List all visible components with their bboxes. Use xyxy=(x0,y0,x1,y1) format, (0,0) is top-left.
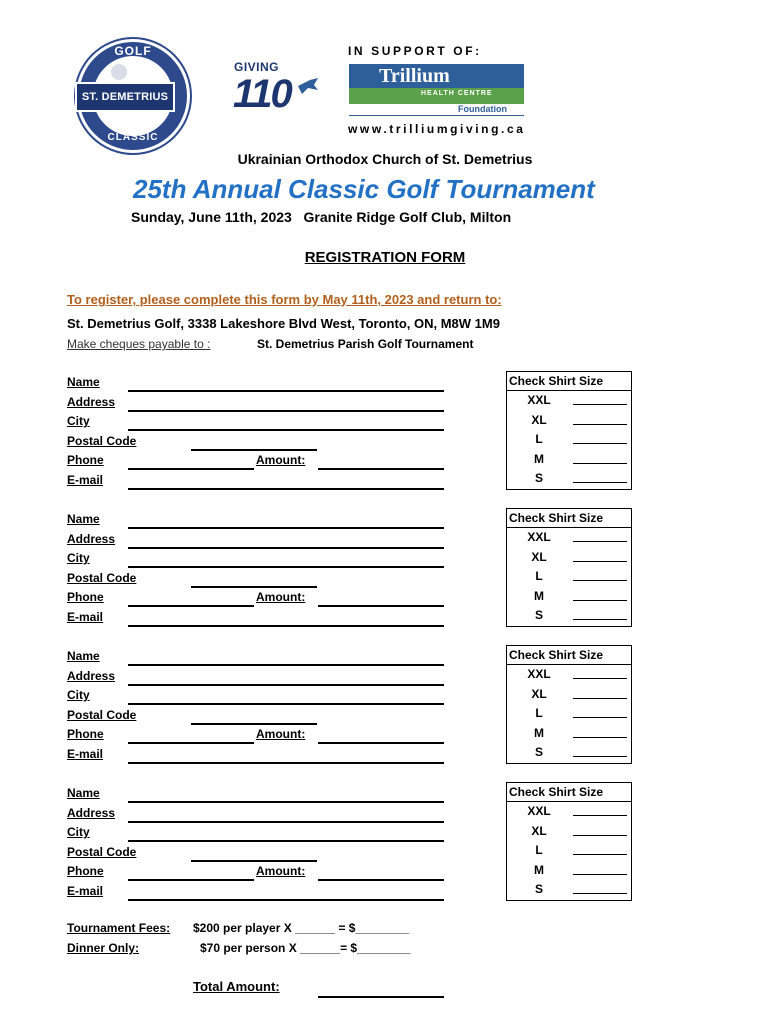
phone-field[interactable] xyxy=(128,468,254,470)
shirt-size-row xyxy=(507,606,631,626)
name-field[interactable] xyxy=(128,527,444,529)
shirt-quantity-field[interactable] xyxy=(573,561,627,562)
shirt-size-label: M xyxy=(534,862,544,877)
support-label: IN SUPPORT OF: xyxy=(348,44,482,58)
shirt-size-label: XXL xyxy=(527,393,551,407)
shirt-size-row xyxy=(507,567,631,587)
phone-field[interactable] xyxy=(128,879,254,881)
address-label: Address xyxy=(67,668,116,683)
form-title: REGISTRATION FORM xyxy=(304,249,466,266)
event-title: 25th Annual Classic Golf Tournament xyxy=(133,174,595,204)
shirt-size-label: XXL xyxy=(527,667,551,681)
shirt-size-row xyxy=(507,841,631,861)
shirt-size-label: S xyxy=(534,882,543,896)
shirt-size-box xyxy=(506,645,632,764)
shirt-size-label: XL xyxy=(531,549,547,564)
shirt-size-row xyxy=(507,411,631,431)
email-field[interactable] xyxy=(128,488,444,490)
email-field[interactable] xyxy=(128,899,444,901)
shirt-size-row xyxy=(507,724,631,744)
shirt-size-row xyxy=(507,469,631,489)
postal-code-field[interactable] xyxy=(191,586,317,588)
st-demetrius-golf-logo xyxy=(79,42,187,150)
total-amount-label: Total Amount: xyxy=(193,979,280,994)
shirt-size-box xyxy=(506,782,632,901)
shirt-quantity-field[interactable] xyxy=(573,463,627,464)
postal-code-field[interactable] xyxy=(191,723,317,725)
shirt-size-row xyxy=(507,880,631,900)
shirt-quantity-field[interactable] xyxy=(573,854,627,855)
event-date-location: Sunday, June 11th, 2023 Granite Ridge Golf Club, Milton xyxy=(131,209,512,225)
tournament-fees-label: Tournament Fees: xyxy=(67,921,171,935)
shirt-size-row xyxy=(507,802,631,822)
giving-logo-number: 110 xyxy=(233,72,291,116)
shirt-quantity-field[interactable] xyxy=(573,815,627,816)
address-field[interactable] xyxy=(128,410,444,412)
name-label: Name xyxy=(67,786,100,800)
shirt-quantity-field[interactable] xyxy=(573,482,627,483)
shirt-quantity-field[interactable] xyxy=(573,698,627,699)
shirt-quantity-field[interactable] xyxy=(573,600,627,601)
phone-field[interactable] xyxy=(128,605,254,607)
city-field[interactable] xyxy=(128,703,444,705)
amount-field[interactable] xyxy=(318,879,444,881)
address-label: Address xyxy=(67,394,116,409)
shirt-quantity-field[interactable] xyxy=(573,874,627,875)
shirt-size-row xyxy=(507,391,631,411)
shirt-quantity-field[interactable] xyxy=(573,737,627,738)
address-label: Address xyxy=(67,805,116,820)
shirt-size-row xyxy=(507,548,631,568)
name-field[interactable] xyxy=(128,664,444,666)
register-instructions: To register, please complete this form by May 11th, 2023 and return to: xyxy=(67,292,502,307)
trillium-foundation: Foundation xyxy=(458,104,507,114)
city-label: City xyxy=(67,825,90,840)
shirt-size-label: S xyxy=(534,471,543,485)
church-name: Ukrainian Orthodox Church of St. Demetrius xyxy=(237,151,533,167)
shirt-size-row xyxy=(507,685,631,705)
shirt-size-row xyxy=(507,528,631,548)
shirt-size-row xyxy=(507,665,631,685)
shirt-size-label: M xyxy=(534,725,544,740)
shirt-quantity-field[interactable] xyxy=(573,835,627,836)
cheques-label: Make cheques payable to : xyxy=(67,337,211,351)
shirt-size-label: XL xyxy=(531,823,547,838)
amount-field[interactable] xyxy=(318,468,444,470)
shirt-size-label: L xyxy=(535,843,543,857)
shirt-size-label: L xyxy=(535,569,543,583)
email-field[interactable] xyxy=(128,762,444,764)
shirt-size-label: S xyxy=(534,608,543,622)
shirt-size-title: Check Shirt Size xyxy=(507,646,631,665)
seal-bottom-text: CLASSIC xyxy=(107,132,159,143)
address-field[interactable] xyxy=(128,821,444,823)
trillium-rule xyxy=(349,115,524,116)
name-label: Name xyxy=(67,649,100,663)
shirt-size-row xyxy=(507,450,631,470)
phone-field[interactable] xyxy=(128,742,254,744)
shirt-size-row xyxy=(507,430,631,450)
shirt-size-row xyxy=(507,704,631,724)
shirt-size-title: Check Shirt Size xyxy=(507,372,631,391)
phone-label: Phone xyxy=(67,453,104,468)
amount-label: Amount: xyxy=(256,864,306,879)
name-field[interactable] xyxy=(128,390,444,392)
city-field[interactable] xyxy=(128,429,444,431)
postal-code-field[interactable] xyxy=(191,449,317,451)
shirt-size-label: XL xyxy=(531,686,547,701)
dinner-only-calc[interactable]: $70 per person X ______= $________ xyxy=(200,941,411,955)
phone-label: Phone xyxy=(67,727,104,742)
shirt-size-label: S xyxy=(534,745,543,759)
giving-logo-word: GIVING xyxy=(234,60,280,74)
postal-code-label: Postal Code xyxy=(67,844,137,859)
shirt-size-title: Check Shirt Size xyxy=(507,783,631,802)
return-address: St. Demetrius Golf, 3338 Lakeshore Blvd West, Toronto, ON, M8W 1M9 xyxy=(67,316,500,331)
bird-icon xyxy=(296,76,320,96)
address-field[interactable] xyxy=(128,684,444,686)
amount-label: Amount: xyxy=(256,590,306,605)
seal-band-text: ST. DEMETRIUS xyxy=(75,82,175,112)
trillium-name: Trillium xyxy=(379,65,450,87)
city-field[interactable] xyxy=(128,840,444,842)
shirt-quantity-field[interactable] xyxy=(573,619,627,620)
shirt-size-label: XXL xyxy=(527,530,551,544)
name-label: Name xyxy=(67,375,100,389)
shirt-size-label: L xyxy=(535,432,543,446)
postal-code-label: Postal Code xyxy=(67,707,137,722)
email-label: E-mail xyxy=(67,473,104,487)
shirt-quantity-field[interactable] xyxy=(573,443,627,444)
email-field[interactable] xyxy=(128,625,444,627)
cheques-payee: St. Demetrius Parish Golf Tournament xyxy=(257,337,474,351)
city-label: City xyxy=(67,551,90,566)
trillium-logo xyxy=(349,64,524,104)
tournament-fees-calc[interactable]: $200 per player X ______ = $________ xyxy=(193,921,409,935)
shirt-quantity-field[interactable] xyxy=(573,678,627,679)
trillium-subtitle: HEALTH CENTRE xyxy=(421,90,493,97)
shirt-quantity-field[interactable] xyxy=(573,893,627,894)
website-link[interactable]: www.trilliumgiving.ca xyxy=(348,122,526,136)
shirt-size-title: Check Shirt Size xyxy=(507,509,631,528)
amount-label: Amount: xyxy=(256,727,306,742)
address-label: Address xyxy=(67,531,116,546)
shirt-quantity-field[interactable] xyxy=(573,541,627,542)
shirt-size-box xyxy=(506,508,632,627)
city-label: City xyxy=(67,688,90,703)
golf-ball-icon xyxy=(111,64,127,80)
total-amount-field[interactable] xyxy=(318,996,444,998)
shirt-size-label: M xyxy=(534,588,544,603)
city-label: City xyxy=(67,414,90,429)
dinner-only-label: Dinner Only: xyxy=(67,941,140,955)
shirt-quantity-field[interactable] xyxy=(573,717,627,718)
amount-field[interactable] xyxy=(318,742,444,744)
postal-code-field[interactable] xyxy=(191,860,317,862)
shirt-quantity-field[interactable] xyxy=(573,756,627,757)
email-label: E-mail xyxy=(67,610,104,624)
shirt-quantity-field[interactable] xyxy=(573,580,627,581)
amount-field[interactable] xyxy=(318,605,444,607)
email-label: E-mail xyxy=(67,884,104,898)
shirt-size-label: XL xyxy=(531,412,547,427)
shirt-size-row xyxy=(507,587,631,607)
phone-label: Phone xyxy=(67,864,104,879)
email-label: E-mail xyxy=(67,747,104,761)
postal-code-label: Postal Code xyxy=(67,570,137,585)
shirt-size-box xyxy=(506,371,632,490)
shirt-quantity-field[interactable] xyxy=(573,424,627,425)
phone-label: Phone xyxy=(67,590,104,605)
address-field[interactable] xyxy=(128,547,444,549)
shirt-size-row xyxy=(507,861,631,881)
shirt-quantity-field[interactable] xyxy=(573,404,627,405)
name-label: Name xyxy=(67,512,100,526)
postal-code-label: Postal Code xyxy=(67,433,137,448)
shirt-size-label: L xyxy=(535,706,543,720)
shirt-size-label: M xyxy=(534,451,544,466)
amount-label: Amount: xyxy=(256,453,306,468)
shirt-size-row xyxy=(507,743,631,763)
shirt-size-label: XXL xyxy=(527,804,551,818)
name-field[interactable] xyxy=(128,801,444,803)
seal-top-text: GOLF xyxy=(114,44,152,58)
city-field[interactable] xyxy=(128,566,444,568)
shirt-size-row xyxy=(507,822,631,842)
